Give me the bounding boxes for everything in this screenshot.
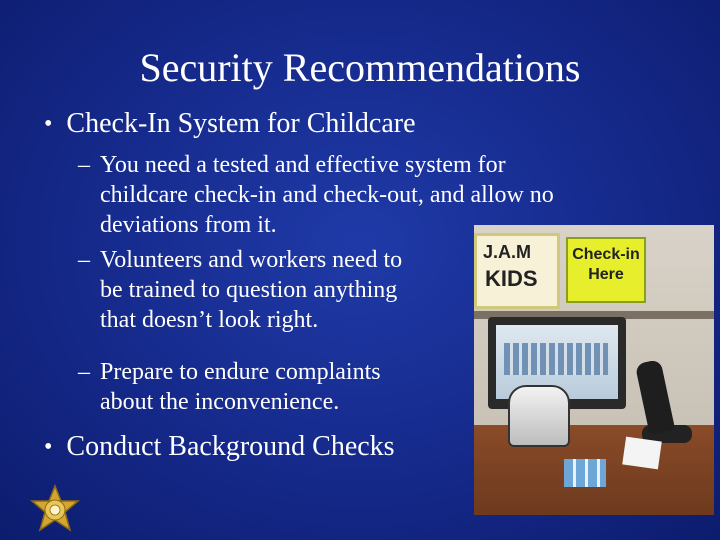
photo-label-printer (508, 385, 570, 447)
checkin-station-photo (474, 225, 714, 515)
bullet-marker: • (44, 434, 53, 460)
sub-bullet-volunteers-trained (78, 245, 468, 335)
sub-bullet-text: Prepare to endure complaints about the inconvenience. (100, 359, 381, 415)
sub-bullet-marker: – (78, 247, 90, 273)
bullet-checkin-system (44, 108, 416, 140)
bullet-marker: • (44, 111, 53, 137)
sub-bullet-text: You need a tested and effective system for childcare check-in and check-out, and allow no deviations from it. (100, 152, 554, 238)
slide-title: Security Recommendations (139, 45, 581, 90)
sub-bullet-marker: – (78, 359, 90, 385)
jam-kids-sign (474, 233, 560, 309)
bullet-text: Conduct Background Checks (66, 431, 395, 462)
jam-sign-line2: KIDS (485, 266, 538, 291)
sheriff-star-badge-icon (28, 484, 82, 536)
photo-onscreen-keyboard (504, 343, 608, 375)
jam-sign-line1: J.A.M (483, 242, 532, 262)
checkin-sign-text: Check-in Here (572, 246, 640, 283)
bullet-text: Check-In System for Childcare (66, 108, 416, 139)
checkin-here-sign (566, 237, 646, 303)
sub-bullet-endure-complaints (78, 357, 468, 417)
photo-name-labels (564, 459, 606, 487)
photo-paper (622, 437, 662, 470)
sub-bullet-text: Volunteers and workers need to be trained to question anything that doesn’t look right. (100, 247, 403, 333)
bullet-background-checks (44, 431, 395, 463)
sub-bullet-marker: – (78, 152, 90, 178)
